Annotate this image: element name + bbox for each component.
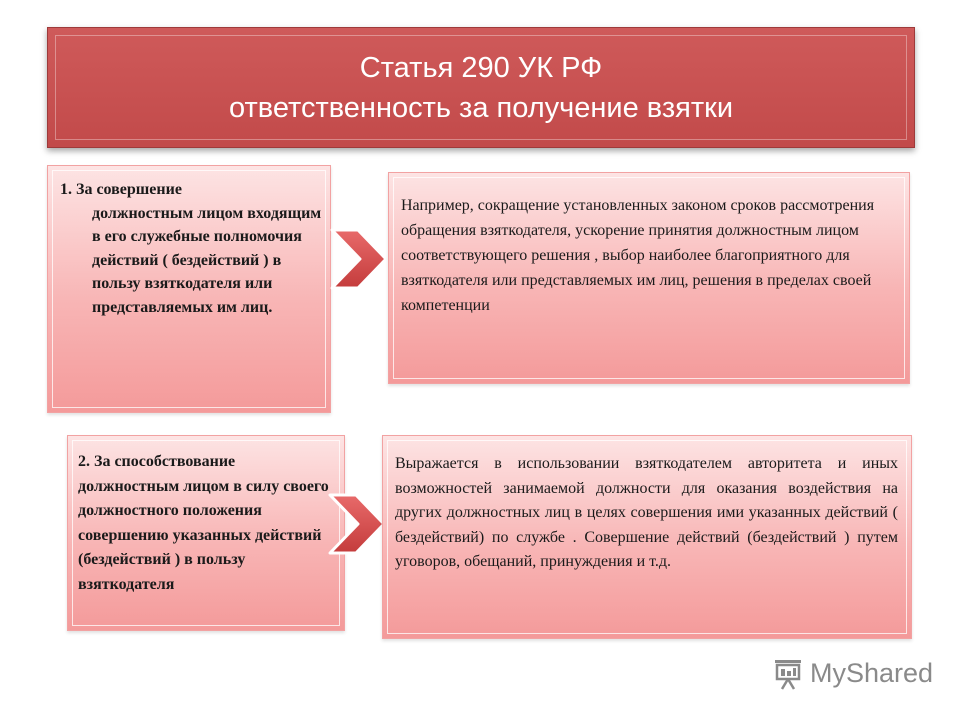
title-inner [55, 35, 907, 140]
clause-2-text: 2. За способствование должностным лицом в силу своего должностного положения совершению указанных действий (бездействий ) в пользу взяткодателя [78, 453, 329, 593]
clause-1-box [47, 165, 331, 413]
title-line-2: ответственность за получение взятки [228, 91, 734, 124]
clause-1-text [60, 178, 322, 319]
explanation-box [382, 435, 912, 639]
title-line-1: Статья 290 УК РФ [359, 51, 603, 84]
title-banner [47, 27, 915, 148]
example-text: Например, сокращение установленных законом сроков рассмотрения обращения взяткодателя, ускорение принятия должностным лицом соответствующего решения , выбор наиболее благоприятного для взяткодателя или представляемых им лиц, решения в пределах своей компетенции [401, 197, 875, 314]
explanation-text: Выражается в использовании взяткодателем авторитета и иных возможностей занимаемой должности для оказания воздействия на других должностных лиц в целях совершения ими указанных действий ( бездействий) по службе . Совершение действий (бездействий ) путем уговоров, обещаний, принуждения и т.д. [395, 455, 898, 570]
chevron-right-icon [328, 226, 390, 292]
chevron-right-icon [326, 491, 388, 557]
logo-text: MyShared [810, 658, 934, 688]
presentation-icon [770, 656, 806, 692]
clause-1-rest: должностным лицом входящим в его служебные полномочия действий ( бездействий ) в пользу взяткодателя или представляемых им лиц. [92, 204, 322, 316]
myshared-logo [770, 654, 934, 694]
clause-1-first-line: 1. За совершение [60, 181, 182, 198]
clause-2-box [67, 435, 345, 631]
example-box [388, 172, 910, 384]
